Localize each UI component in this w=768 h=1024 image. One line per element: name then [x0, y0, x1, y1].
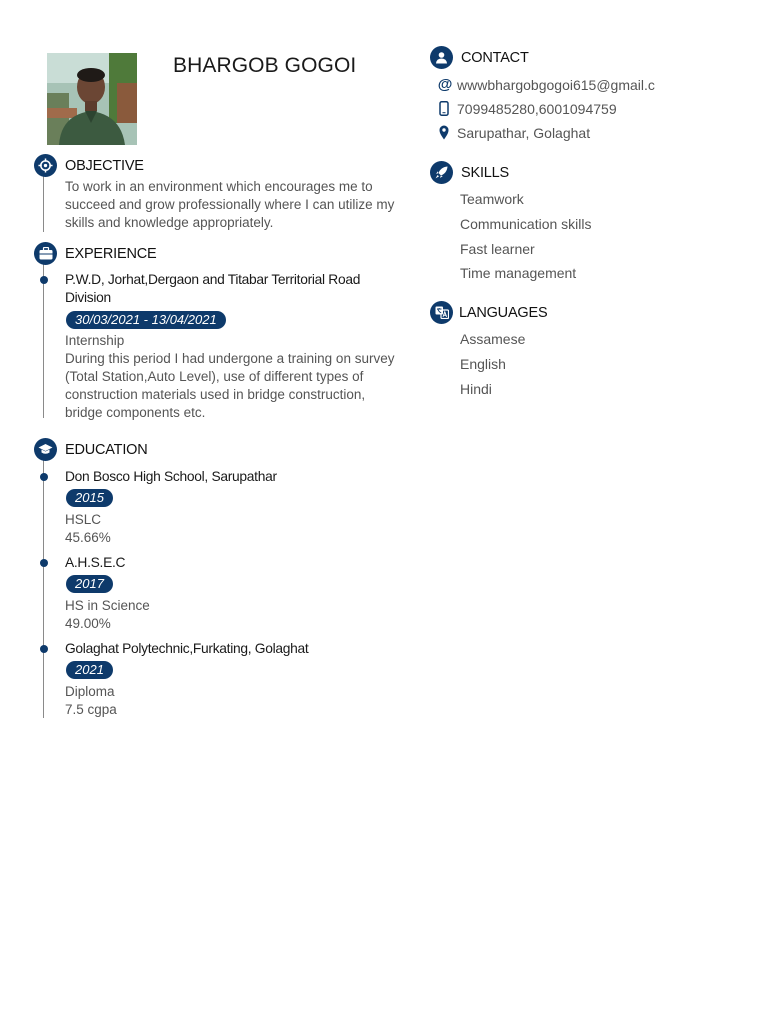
contact-phone: 7099485280,6001094759	[457, 101, 617, 117]
education-score: 7.5 cgpa	[65, 702, 117, 717]
timeline-dot	[40, 276, 48, 284]
experience-organization	[65, 271, 360, 307]
profile-photo	[47, 53, 137, 145]
objective-line: skills and knowledge appropriately.	[65, 215, 274, 230]
objective-timeline	[43, 176, 44, 232]
contact-email[interactable]: wwwbhargobgogoi615@gmail.c	[457, 77, 655, 93]
objective-line: To work in an environment which encourages me to	[65, 179, 373, 194]
contact-address: Sarupathar, Golaghat	[457, 125, 591, 141]
experience-title: EXPERIENCE	[65, 246, 157, 262]
rocket-icon	[430, 161, 453, 184]
mobile-phone-icon	[437, 100, 451, 116]
education-degree: HS in Science	[65, 598, 150, 613]
education-details	[65, 597, 150, 633]
experience-dates-badge: 30/03/2021 - 13/04/2021	[66, 311, 226, 329]
objective-line: succeed and grow professionally where I can utilize my	[65, 197, 395, 212]
education-score: 49.00%	[65, 616, 111, 631]
timeline-dot	[40, 473, 48, 481]
experience-details	[65, 332, 394, 422]
objective-text	[65, 178, 394, 232]
education-title: EDUCATION	[65, 442, 148, 458]
education-year-badge: 2021	[66, 661, 113, 679]
experience-desc-line: construction materials used in bridge construction,	[65, 387, 366, 402]
education-degree: HSLC	[65, 512, 102, 527]
experience-desc-line: bridge components etc.	[65, 405, 206, 420]
skills-title: SKILLS	[461, 165, 509, 181]
experience-timeline	[43, 264, 44, 418]
organization-line: Division	[65, 290, 111, 305]
language-item: Assamese	[460, 331, 526, 347]
timeline-dot	[40, 645, 48, 653]
education-school: A.H.S.E.C	[65, 555, 126, 570]
briefcase-icon	[34, 242, 57, 265]
education-school: Golaghat Polytechnic,Furkating, Golaghat	[65, 641, 309, 656]
education-timeline	[43, 460, 44, 718]
skill-item: Fast learner	[460, 241, 535, 257]
translate-icon	[430, 301, 453, 324]
language-item: English	[460, 356, 506, 372]
graduation-cap-icon	[34, 438, 57, 461]
education-year-badge: 2017	[66, 575, 113, 593]
skill-item: Time management	[460, 265, 577, 281]
education-school: Don Bosco High School, Sarupathar	[65, 469, 277, 484]
experience-desc-line: During this period I had undergone a training on survey	[65, 351, 395, 366]
target-icon	[34, 154, 57, 177]
education-degree: Diploma	[65, 684, 115, 699]
person-icon	[430, 46, 453, 69]
languages-title: LANGUAGES	[459, 305, 548, 321]
experience-role: Internship	[65, 333, 125, 348]
experience-desc-line: (Total Station,Auto Level), use of different types of	[65, 369, 364, 384]
person-photo-icon	[47, 53, 137, 145]
skill-item: Communication skills	[460, 216, 592, 232]
language-item: Hindi	[460, 381, 492, 397]
candidate-name: BHARGOB GOGOI	[173, 54, 357, 77]
map-pin-icon	[437, 124, 451, 140]
education-details	[65, 511, 111, 547]
contact-title: CONTACT	[461, 50, 529, 66]
skill-item: Teamwork	[460, 191, 524, 207]
organization-line: P.W.D, Jorhat,Dergaon and Titabar Territorial Road	[65, 272, 361, 287]
at-icon: @	[437, 75, 453, 93]
objective-title: OBJECTIVE	[65, 158, 144, 174]
timeline-dot	[40, 559, 48, 567]
education-score: 45.66%	[65, 530, 111, 545]
education-year-badge: 2015	[66, 489, 113, 507]
education-details	[65, 683, 117, 719]
